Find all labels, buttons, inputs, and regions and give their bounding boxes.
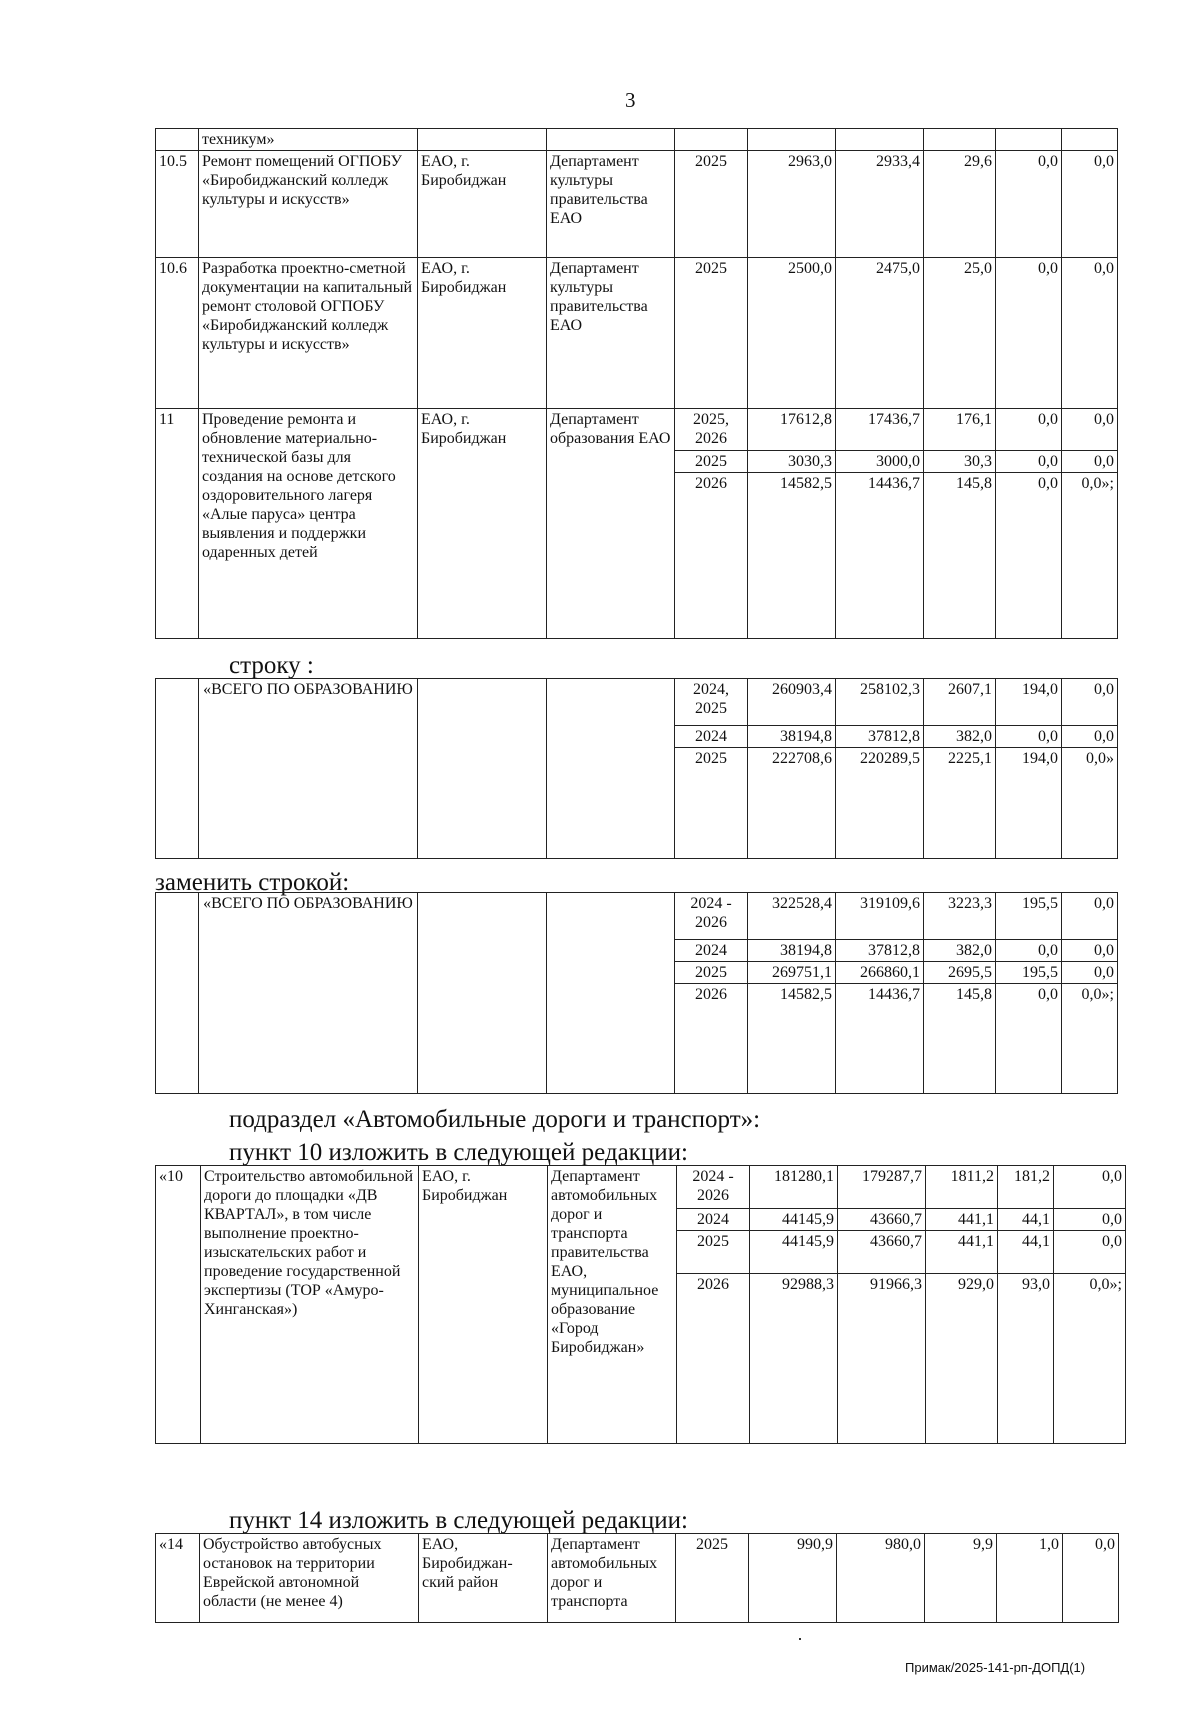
- row-fed: 43660,7: [838, 1209, 926, 1231]
- row-other: 0,0: [1062, 679, 1118, 726]
- table-row: [156, 409, 1118, 451]
- row-total: 181280,1: [750, 1166, 838, 1209]
- table-row: [156, 258, 1118, 409]
- row-fed: 179287,7: [838, 1166, 926, 1209]
- row-total: 222708,6: [748, 748, 836, 859]
- row-fed: 266860,1: [836, 962, 924, 984]
- row-fed: 3000,0: [836, 451, 924, 473]
- row-mun: 0,0: [996, 409, 1062, 451]
- row-year: 2026: [677, 1274, 750, 1444]
- row-fed: 319109,6: [836, 893, 924, 940]
- row-mun: 0,0: [996, 151, 1062, 258]
- row-other: 0,0: [1062, 258, 1118, 409]
- row-name: «ВСЕГО ПО ОБРАЗОВАНИЮ: [199, 679, 418, 859]
- row-reg: 2225,1: [924, 748, 996, 859]
- row-year: 2024 - 2026: [675, 893, 748, 940]
- row-reg: 2695,5: [924, 962, 996, 984]
- row-reg: 176,1: [924, 409, 996, 451]
- table-row: [156, 679, 1118, 726]
- row-year: 2025: [677, 1231, 750, 1274]
- row-other: 0,0: [1062, 409, 1118, 451]
- row-fed: 2933,4: [836, 151, 924, 258]
- row-mun: 44,1: [998, 1209, 1054, 1231]
- row-fed: 43660,7: [838, 1231, 926, 1274]
- row-reg: 145,8: [924, 984, 996, 1094]
- row-total: 38194,8: [748, 726, 836, 748]
- row-mun: 1,0: [997, 1534, 1063, 1623]
- row-name: Обустройство автобусных остановок на территории Еврейской автономной области (не менее 4): [200, 1534, 419, 1623]
- row-year: 2026: [675, 984, 748, 1094]
- section-punkt10: пункт 10 изложить в следующей редакции:: [229, 1139, 688, 1166]
- table-row: [156, 151, 1118, 258]
- row-reg: 25,0: [924, 258, 996, 409]
- row-total: 260903,4: [748, 679, 836, 726]
- row-name: Ремонт помещений ОГПОБУ «Биробиджанский колледж культуры и искусств»: [199, 151, 418, 258]
- row-id: 10.5: [156, 151, 199, 258]
- row-year: 2025: [675, 151, 748, 258]
- row-year: 2024: [677, 1209, 750, 1231]
- row-year: 2024 - 2026: [677, 1166, 750, 1209]
- table-total-old: [155, 678, 1118, 859]
- table-education-items: [155, 128, 1118, 639]
- row-fed: 980,0: [837, 1534, 925, 1623]
- row-fed: 17436,7: [836, 409, 924, 451]
- row-reg: 145,8: [924, 473, 996, 639]
- row-year: 2025: [676, 1534, 749, 1623]
- row-reg: 382,0: [924, 726, 996, 748]
- row-year: 2024, 2025: [675, 679, 748, 726]
- row-name: Строительство автомобильной дороги до площадки «ДВ КВАРТАЛ», в том числе выполнение проектно-изыскательских работ и проведение государственной экспертизы (ТОР «Амуро-Хинганская»): [201, 1166, 419, 1444]
- row-other: 0,0»;: [1054, 1274, 1126, 1444]
- table-row: [156, 1534, 1119, 1623]
- row-place: ЕАО, г. Биробиджан: [418, 258, 547, 409]
- row-year: 2024: [675, 940, 748, 962]
- table-row: [156, 893, 1118, 940]
- row-dept: Департамент образования ЕАО: [547, 409, 675, 639]
- row-mun: 0,0: [996, 984, 1062, 1094]
- row-total: 990,9: [749, 1534, 837, 1623]
- row-mun: 195,5: [996, 893, 1062, 940]
- row-mun: 195,5: [996, 962, 1062, 984]
- row-year: 2025: [675, 451, 748, 473]
- row-id: «10: [156, 1166, 201, 1444]
- row-mun: 93,0: [998, 1274, 1054, 1444]
- row-mun: 194,0: [996, 748, 1062, 859]
- row-other: 0,0: [1062, 151, 1118, 258]
- row-dept: Департамент автомобильных дорог и транспорта: [548, 1534, 676, 1623]
- row-reg: 382,0: [924, 940, 996, 962]
- row-reg: 1811,2: [926, 1166, 998, 1209]
- scan-speck: [799, 1638, 801, 1640]
- row-mun: 0,0: [996, 258, 1062, 409]
- row-fed: 91966,3: [838, 1274, 926, 1444]
- row-year: 2025: [675, 258, 748, 409]
- row-mun: 0,0: [996, 726, 1062, 748]
- row-other: 0,0: [1054, 1166, 1126, 1209]
- row-reg: 30,3: [924, 451, 996, 473]
- page-number: 3: [625, 88, 636, 112]
- row-mun: 194,0: [996, 679, 1062, 726]
- row-total: 2963,0: [748, 151, 836, 258]
- table-row: [156, 1166, 1126, 1209]
- row-id: 11: [156, 409, 199, 639]
- table-row: [156, 129, 1118, 151]
- row-year: 2024: [675, 726, 748, 748]
- row-reg: 9,9: [925, 1534, 997, 1623]
- row-fed: 37812,8: [836, 940, 924, 962]
- row-fed: 37812,8: [836, 726, 924, 748]
- section-zamenit: заменить строкой:: [155, 869, 350, 896]
- section-punkt14: пункт 14 изложить в следующей редакции:: [229, 1507, 688, 1534]
- row-total: 38194,8: [748, 940, 836, 962]
- row-total: 92988,3: [750, 1274, 838, 1444]
- row-total: 14582,5: [748, 984, 836, 1094]
- row-fed: 2475,0: [836, 258, 924, 409]
- row-other: 0,0: [1062, 940, 1118, 962]
- row-name: техникум»: [199, 129, 418, 151]
- row-reg: 2607,1: [924, 679, 996, 726]
- row-year: 2025: [675, 962, 748, 984]
- row-other: 0,0: [1063, 1534, 1119, 1623]
- row-fed: 14436,7: [836, 984, 924, 1094]
- row-name: Проведение ремонта и обновление материально-технической базы для создания на основе детского оздоровительного лагеря «Алые паруса» центра выявления и поддержки одаренных детей: [199, 409, 418, 639]
- row-year: 2025: [675, 748, 748, 859]
- row-year: 2025, 2026: [675, 409, 748, 451]
- row-name: «ВСЕГО ПО ОБРАЗОВАНИЮ: [199, 893, 418, 1094]
- row-mun: 0,0: [996, 940, 1062, 962]
- row-total: 44145,9: [750, 1209, 838, 1231]
- row-total: 17612,8: [748, 409, 836, 451]
- row-place: ЕАО, Биробиджан-ский район: [419, 1534, 548, 1623]
- section-stroku: строку :: [229, 652, 314, 679]
- row-id: «14: [156, 1534, 200, 1623]
- row-total: 3030,3: [748, 451, 836, 473]
- table-roads-item10: [155, 1165, 1126, 1444]
- row-mun: 181,2: [998, 1166, 1054, 1209]
- row-other: 0,0: [1054, 1209, 1126, 1231]
- row-name: Разработка проектно-сметной документации на капитальный ремонт столовой ОГПОБУ «Биробиджанский колледж культуры и искусств»: [199, 258, 418, 409]
- row-other: 0,0: [1062, 726, 1118, 748]
- row-reg: 929,0: [926, 1274, 998, 1444]
- row-total: 44145,9: [750, 1231, 838, 1274]
- row-dept: Департамент культуры правительства ЕАО: [547, 151, 675, 258]
- row-mun: 44,1: [998, 1231, 1054, 1274]
- row-id: 10.6: [156, 258, 199, 409]
- row-place: ЕАО, г. Биробиджан: [418, 151, 547, 258]
- row-dept: Департамент автомобильных дорог и транспорта правительства ЕАО, муниципальное образование «Город Биробиджан»: [548, 1166, 677, 1444]
- row-year: 2026: [675, 473, 748, 639]
- row-reg: 441,1: [926, 1231, 998, 1274]
- row-reg: 441,1: [926, 1209, 998, 1231]
- row-other: 0,0: [1054, 1231, 1126, 1274]
- row-place: ЕАО, г. Биробиджан: [418, 409, 547, 639]
- row-total: 269751,1: [748, 962, 836, 984]
- row-other: 0,0»;: [1062, 984, 1118, 1094]
- row-total: 2500,0: [748, 258, 836, 409]
- row-fed: 258102,3: [836, 679, 924, 726]
- row-mun: 0,0: [996, 473, 1062, 639]
- row-fed: 220289,5: [836, 748, 924, 859]
- row-place: ЕАО, г. Биробиджан: [419, 1166, 548, 1444]
- row-total: 322528,4: [748, 893, 836, 940]
- section-podrazdel: подраздел «Автомобильные дороги и транспорт»:: [229, 1106, 761, 1133]
- row-mun: 0,0: [996, 451, 1062, 473]
- row-total: 14582,5: [748, 473, 836, 639]
- row-fed: 14436,7: [836, 473, 924, 639]
- row-dept: Департамент культуры правительства ЕАО: [547, 258, 675, 409]
- row-other: 0,0: [1062, 962, 1118, 984]
- row-other: 0,0»: [1062, 748, 1118, 859]
- row-other: 0,0: [1062, 451, 1118, 473]
- footer-doc-code: Примак/2025-141-рп-ДОПД(1): [905, 1660, 1086, 1675]
- row-other: 0,0»;: [1062, 473, 1118, 639]
- table-total-new: [155, 892, 1118, 1094]
- row-other: 0,0: [1062, 893, 1118, 940]
- row-reg: 3223,3: [924, 893, 996, 940]
- row-reg: 29,6: [924, 151, 996, 258]
- table-roads-item14: [155, 1533, 1119, 1623]
